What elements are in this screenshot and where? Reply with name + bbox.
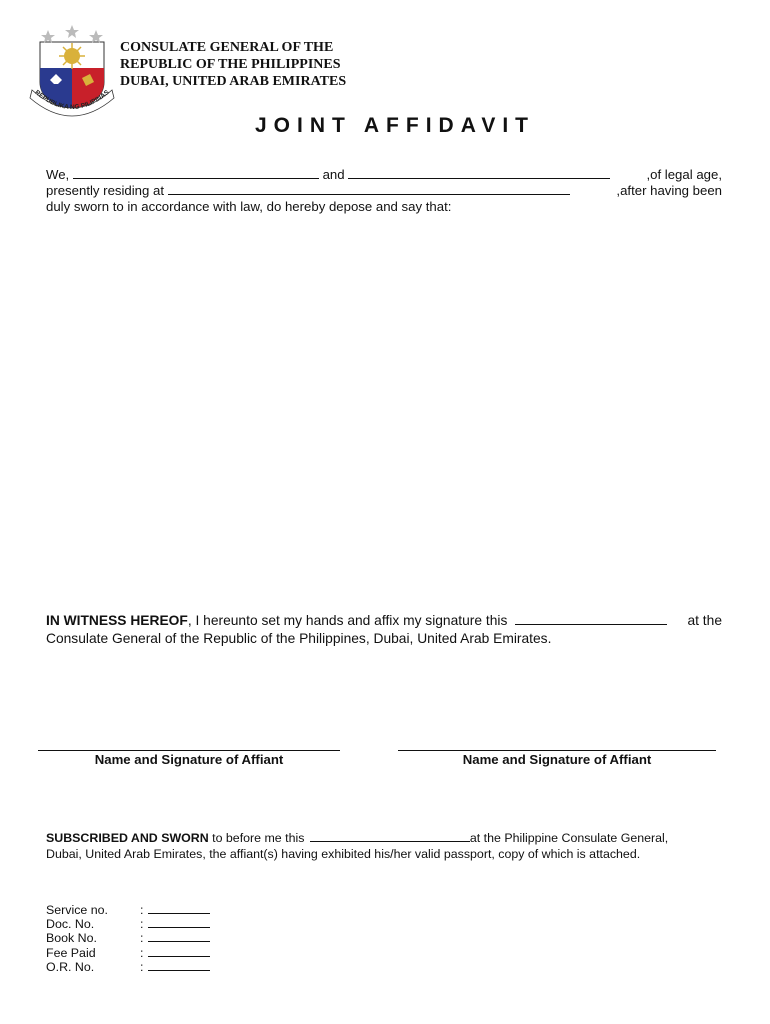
intro-after-sworn: ,after having been	[616, 183, 722, 198]
field-colon: :	[140, 917, 144, 932]
right-signature-label: Name and Signature of Affiant	[462, 752, 652, 767]
book-no-field[interactable]	[148, 931, 210, 942]
statement-area[interactable]	[46, 220, 722, 600]
jurat-bold: SUBSCRIBED AND SWORN	[46, 831, 209, 845]
field-row-book-no	[46, 931, 210, 945]
philippine-seal-icon	[28, 24, 116, 124]
jurat-clause	[46, 830, 668, 862]
field-row-fee-paid	[46, 946, 210, 960]
field-label: Service no.	[46, 903, 108, 917]
witness-at-the: at the	[687, 613, 722, 628]
witness-clause	[46, 612, 722, 648]
witness-text: , I hereunto set my hands and affix my signature this	[187, 613, 508, 628]
notarial-fields	[46, 903, 210, 974]
field-label: Fee Paid	[46, 945, 96, 960]
jurat-date-field[interactable]	[310, 830, 470, 842]
doc-no-field[interactable]	[148, 917, 210, 928]
intro-line-2	[46, 183, 722, 199]
affiant-2-name-field[interactable]	[348, 167, 610, 179]
service-no-field[interactable]	[148, 903, 210, 914]
left-signature-label: Name and Signature of Affiant	[94, 752, 284, 767]
field-row-or-no	[46, 960, 210, 974]
field-colon: :	[140, 903, 144, 917]
field-colon: :	[140, 959, 144, 974]
header-line-1: CONSULATE GENERAL OF THE	[120, 40, 334, 55]
header-line-2: REPUBLIC OF THE PHILIPPINES	[120, 57, 341, 72]
jurat-text-1: to before me this	[208, 831, 305, 845]
header-line-3: DUBAI, UNITED ARAB EMIRATES	[120, 74, 347, 89]
witness-date-field[interactable]	[515, 613, 667, 625]
intro-line-3: duly sworn to in accordance with law, do hereby depose and say that:	[46, 199, 452, 214]
fee-paid-field[interactable]	[148, 946, 210, 957]
consulate-header	[120, 39, 346, 90]
document-title: JOINT AFFIDAVIT	[255, 114, 535, 137]
affiant-1-name-field[interactable]	[73, 167, 319, 179]
field-label: Book No.	[46, 931, 97, 946]
right-signature-line[interactable]	[398, 750, 716, 751]
intro-line-1	[46, 167, 722, 183]
field-row-doc-no	[46, 917, 210, 931]
field-label: Doc. No.	[46, 917, 95, 932]
jurat-line-2: Dubai, United Arab Emirates, the affiant(s) having exhibited his/her valid passport, copy of which is attached.	[46, 847, 641, 861]
or-no-field[interactable]	[148, 960, 210, 971]
intro-we: We,	[46, 167, 70, 182]
left-signature-line[interactable]	[38, 750, 340, 751]
svg-text:REPUBLIKA NG PILIPINAS: REPUBLIKA NG PILIPINAS	[33, 89, 111, 112]
intro-residing: presently residing at	[46, 183, 165, 198]
address-field[interactable]	[168, 183, 570, 195]
jurat-text-2: at the Philippine Consulate General,	[469, 831, 669, 845]
witness-line-2: Consulate General of the Republic of the Philippines, Dubai, United Arab Emirates.	[46, 631, 552, 646]
field-row-service-no	[46, 903, 210, 917]
field-label: O.R. No.	[46, 959, 95, 974]
intro-and: and	[322, 167, 345, 182]
witness-bold: IN WITNESS HEREOF	[46, 613, 188, 628]
field-colon: :	[140, 931, 144, 946]
field-colon: :	[140, 945, 144, 960]
intro-legal-age: ,of legal age,	[646, 167, 722, 182]
